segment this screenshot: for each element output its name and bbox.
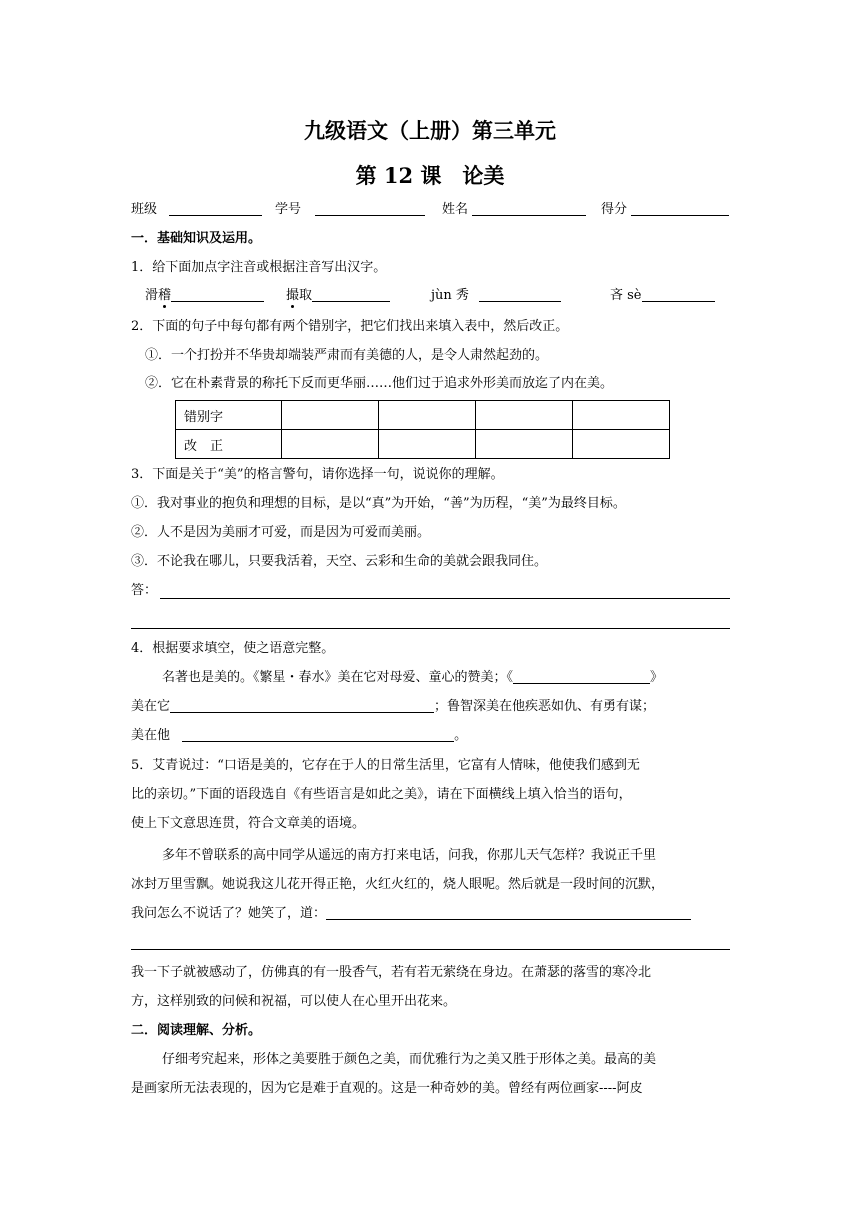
correction-label: 改 正 xyxy=(176,430,282,459)
q5-passage-1: 多年不曾联系的高中同学从遥远的南方打来电话，问我，你那儿天气怎样？我说正千里 xyxy=(162,848,657,863)
q1-word-2: 撮取 xyxy=(286,287,390,305)
section2-heading: 二．阅读理解、分析。 xyxy=(131,1023,262,1038)
score-label: 得分 xyxy=(601,202,628,217)
q5-passage-2: 冰封万里雪飘。她说我这儿花开得正艳，火红火红的，烧人眼呢。然后就是一段时间的沉默， xyxy=(131,877,665,892)
q3-option-3: ③．不论我在哪儿，只要我活着，天空、云彩和生命的美就会跟我同住。 xyxy=(131,554,548,569)
student-number-label: 学号 xyxy=(275,202,302,217)
name-label: 姓名 xyxy=(442,202,469,217)
table-cell[interactable] xyxy=(573,401,670,430)
table-cell[interactable] xyxy=(282,401,379,430)
q1-prompt: 1．给下面加点字注音或根据注音写出汉字。 xyxy=(131,260,387,275)
q4-blank-reason-2[interactable] xyxy=(182,727,454,742)
table-cell[interactable] xyxy=(476,401,573,430)
section1-heading: 一．基础知识及运用。 xyxy=(131,231,262,246)
q2-prompt: 2．下面的句子中每句都有两个错别字，把它们找出来填入表中，然后改正。 xyxy=(131,319,569,334)
q3-prompt: 3．下面是关于“美”的格言警句，请你选择一句，说说你的理解。 xyxy=(131,467,504,482)
answer-line[interactable] xyxy=(131,628,730,629)
score-blank[interactable] xyxy=(631,201,729,216)
q1-blank-3[interactable] xyxy=(479,287,561,302)
reading-passage-1: 仔细考究起来，形体之美要胜于颜色之美，而优雅行为之美又胜于形体之美。最高的美 xyxy=(162,1052,657,1067)
q3-option-2: ②．人不是因为美丽才可爱，而是因为可爱而美丽。 xyxy=(131,525,431,540)
name-field[interactable] xyxy=(442,201,586,219)
correction-table xyxy=(175,400,670,459)
q5-passage-3: 我问怎么不说话了？她笑了，道： xyxy=(131,905,691,923)
table-row xyxy=(176,430,670,459)
q1-word-3: jùn 秀 xyxy=(431,287,561,305)
table-cell[interactable] xyxy=(476,430,573,459)
score-field[interactable] xyxy=(601,201,729,219)
q4-line-3: 美在他 。 xyxy=(131,728,468,743)
q1-blank-2[interactable] xyxy=(312,287,390,302)
q1-word-1: 滑稽 xyxy=(145,287,264,305)
lesson-subtitle: 第 12 课 论美 xyxy=(355,163,505,188)
q1-word-4: 吝 sè xyxy=(610,287,715,305)
q1-blank-1[interactable] xyxy=(171,287,264,302)
dotted-char: 撮 xyxy=(286,288,300,303)
q2-sentence-2: ②．它在朴素背景的称托下反而更华丽……他们过于追求外形美而放迄了内在美。 xyxy=(145,376,614,391)
student-number-blank[interactable] xyxy=(315,201,425,216)
q2-sentence-1: ①．一个打扮并不华贵却端装严肃而有美德的人，是令人肃然起劲的。 xyxy=(145,348,549,363)
q5-line-1: 5．艾青说过：“口语是美的，它存在于人的日常生活里，它富有人情味，他使我们感到无 xyxy=(131,758,640,773)
q1-blank-4[interactable] xyxy=(642,287,715,302)
q5-line-2: 比的亲切。”下面的语段选自《有些语言是如此之美》，请在下面横线上填入恰当的语句， xyxy=(131,787,632,802)
table-cell[interactable] xyxy=(379,401,476,430)
table-cell[interactable] xyxy=(573,430,670,459)
name-blank[interactable] xyxy=(472,201,586,216)
page-title: 九级语文（上册）第三单元 xyxy=(304,118,556,143)
reading-passage-2: 是画家所无法表现的，因为它是难于直观的。这是一种奇妙的美。曾经有两位画家----阿皮 xyxy=(131,1081,643,1096)
q4-prompt: 4．根据要求填空，使之语意完整。 xyxy=(131,641,335,656)
table-cell[interactable] xyxy=(282,430,379,459)
table-row xyxy=(176,401,670,430)
dotted-char: 稽 xyxy=(158,288,172,303)
q4-line-1: 名著也是美的。《繁星・春水》美在它对母爱、童心的赞美；《 》 xyxy=(162,670,664,685)
class-label: 班级 xyxy=(131,202,158,217)
table-cell[interactable] xyxy=(379,430,476,459)
answer-line[interactable] xyxy=(160,598,730,599)
q4-line-2: 美在它 ；鲁智深美在他疾恶如仇、有勇有谋； xyxy=(131,699,656,714)
class-field[interactable] xyxy=(131,201,262,219)
q4-blank-reason-1[interactable] xyxy=(170,698,434,713)
q5-passage-5: 方，这样别致的问候和祝福，可以使人在心里开出花来。 xyxy=(131,994,457,1009)
q5-blank[interactable] xyxy=(326,905,691,920)
q3-option-1: ①．我对事业的抱负和理想的目标，是以“真”为开始，“善”为历程，“美”为最终目标。 xyxy=(131,496,626,511)
wrong-char-label: 错别字 xyxy=(176,401,282,430)
q4-blank-book[interactable] xyxy=(513,669,650,684)
q5-passage-4: 我一下子就被感动了，仿佛真的有一股香气，若有若无萦绕在身边。在萧瑟的落雪的寒冷北 xyxy=(131,965,652,980)
q3-answer-label: 答： xyxy=(131,583,158,598)
student-number-field[interactable] xyxy=(275,201,425,219)
q5-line-3: 使上下文意思连贯，符合文章美的语境。 xyxy=(131,816,366,831)
answer-line[interactable] xyxy=(131,949,730,950)
class-blank[interactable] xyxy=(169,201,262,216)
